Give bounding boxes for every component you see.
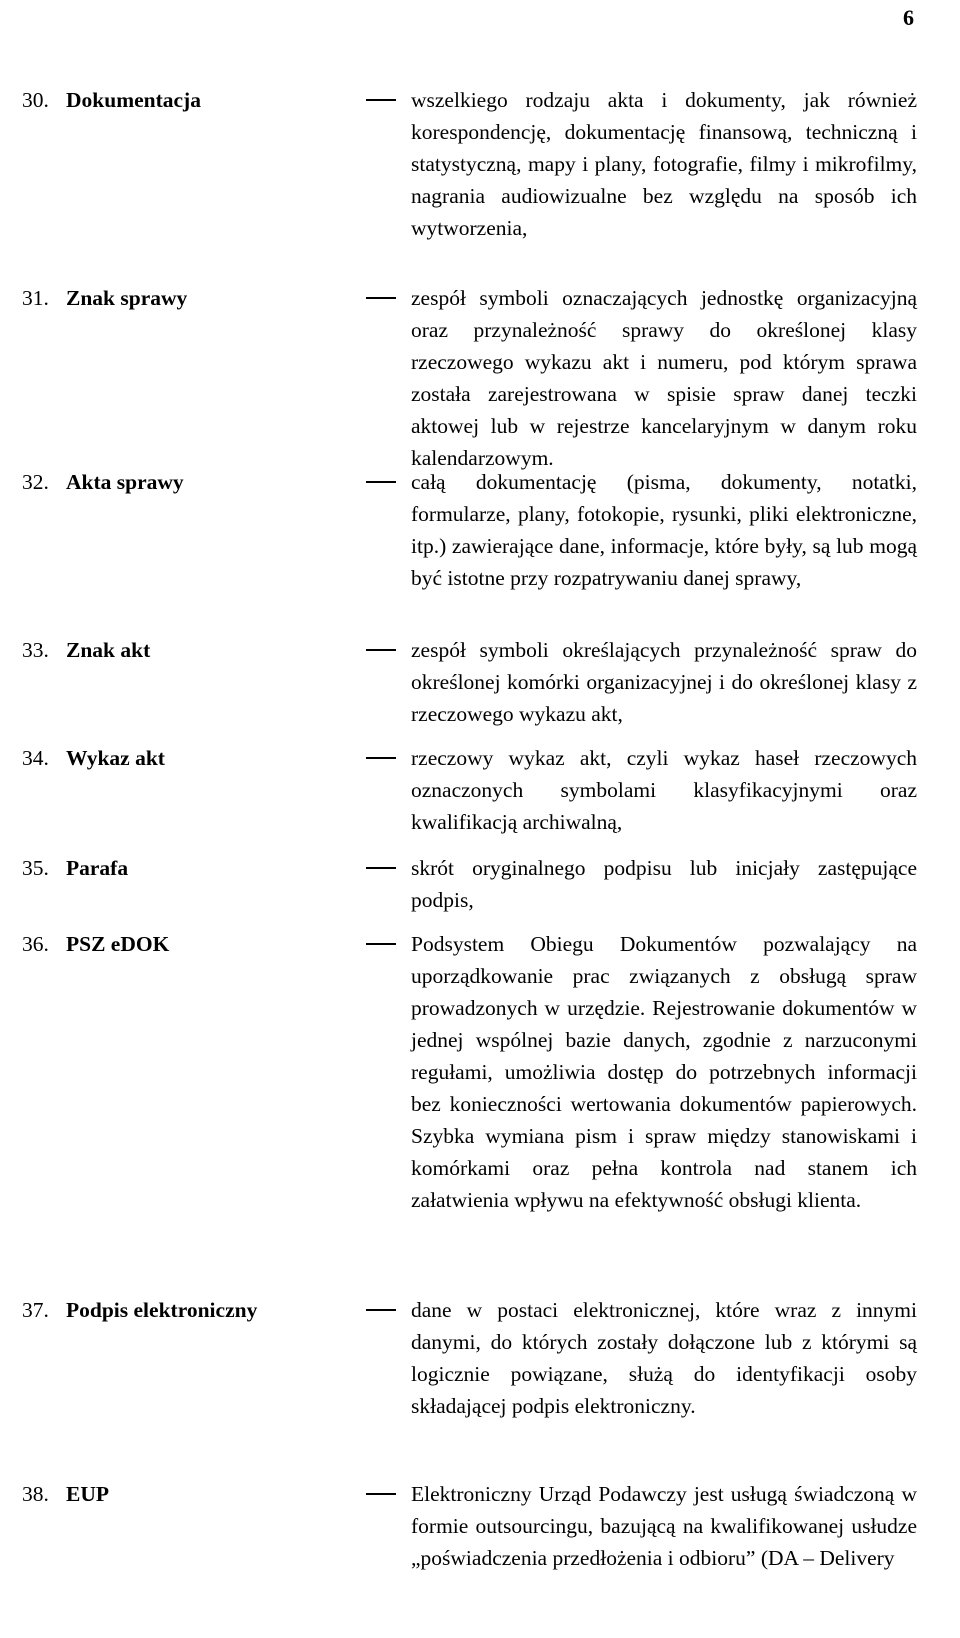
entry-definition: rzeczowy wykaz akt, czyli wykaz haseł rzeczowych oznaczonych symbolami klasyfikacyjnymi oraz kwalifikacją archiwalną, <box>411 746 917 834</box>
dash-separator <box>366 99 396 101</box>
entry-number: 34. <box>22 746 49 770</box>
entry-definition: zespół symboli określających przynależność spraw do określonej komórki organizacyjnej i do określonej klasy z rzeczowego wykazu akt, <box>411 638 917 726</box>
dash-separator <box>366 867 396 869</box>
entry-definition: zespół symboli oznaczających jednostkę organizacyjną oraz przynależność sprawy do określonej klasy rzeczowego wykazu akt i numeru, pod którym sprawa została zarejestrowana w spisie spraw danej teczki aktowej lub w rejestrze kancelaryjnym w danym roku kalendarzowym. <box>411 286 917 470</box>
entry-term: Podpis elektroniczny <box>66 1298 258 1322</box>
dash-separator <box>366 1493 396 1495</box>
entry-term: EUP <box>66 1482 109 1506</box>
entry-number: 33. <box>22 638 49 662</box>
dash-separator <box>366 1309 396 1311</box>
dash-separator <box>366 297 396 299</box>
entry-definition: Elektroniczny Urząd Podawczy jest usługą świadczoną w formie outsourcingu, bazującą na kwalifikowanej usłudze „poświadczenia przedłożenia i odbioru” (DA – Delivery <box>411 1482 917 1570</box>
entry-number: 37. <box>22 1298 49 1322</box>
entry-term: Znak sprawy <box>66 286 188 310</box>
entry-definition: całą dokumentację (pisma, dokumenty, notatki, formularze, plany, fotokopie, rysunki, pliki elektroniczne, itp.) zawierające dane, informacje, które były, są lub mogą być istotne przy rozpatrywaniu danej sprawy, <box>411 470 917 590</box>
entry-number: 35. <box>22 856 49 880</box>
entry-definition: Podsystem Obiegu Dokumentów pozwalający na uporządkowanie prac związanych z obsługą spraw prowadzonych w urzędzie. Rejestrowanie dokumentów w jednej wspólnej bazie danych, zgodnie z narzuconymi regułami, umożliwia dostęp do potrzebnych informacji bez konieczności wertowania dokumentów papierowych. Szybka wymiana pism i spraw między stanowiskami i komórkami oraz pełna kontrola nad stanem ich załatwienia wpływu na efektywność obsługi klienta. <box>411 932 917 1212</box>
entry-term: Wykaz akt <box>66 746 165 770</box>
entry-number: 36. <box>22 932 49 956</box>
dash-separator <box>366 481 396 483</box>
entry-definition: wszelkiego rodzaju akta i dokumenty, jak również korespondencję, dokumentację finansową, techniczną i statystyczną, mapy i plany, fotografie, filmy i mikrofilmy, nagrania audiowizualne bez względu na sposób ich wytworzenia, <box>411 88 917 240</box>
entry-number: 30. <box>22 88 49 112</box>
entry-term: Parafa <box>66 856 129 880</box>
entry-term: Akta sprawy <box>66 470 184 494</box>
entry-number: 38. <box>22 1482 49 1506</box>
entry-term: Dokumentacja <box>66 88 201 112</box>
entry-number: 31. <box>22 286 49 310</box>
entry-definition: dane w postaci elektronicznej, które wraz z innymi danymi, do których zostały dołączone lub z którymi są logicznie powiązane, służą do identyfikacji osoby składającej podpis elektroniczny. <box>411 1298 917 1418</box>
entry-definition: skrót oryginalnego podpisu lub inicjały zastępujące podpis, <box>411 856 917 912</box>
entry-term: PSZ eDOK <box>66 932 170 956</box>
dash-separator <box>366 757 396 759</box>
entry-term: Znak akt <box>66 638 151 662</box>
dash-separator <box>366 943 396 945</box>
entry-number: 32. <box>22 470 49 494</box>
page-number: 6 <box>903 5 914 30</box>
dash-separator <box>366 649 396 651</box>
